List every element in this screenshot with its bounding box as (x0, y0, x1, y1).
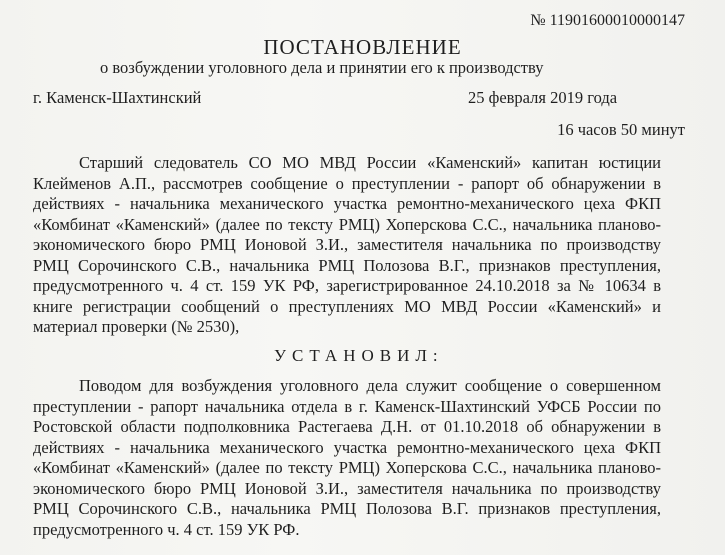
intro-paragraph: Старший следователь СО МО МВД России «Каменский» капитан юстиции Клейменов А.П., рассмотрев сообщение о преступлении - рапорт об обнаружении в действиях - начальника механического участка ремонтно-механического цеха ФКП «Комбинат «Каменский» (далее по тексту РМЦ) Хоперскова С.С., начальника планово-экономического бюро РМЦ Ионовой З.И., заместителя начальника по производству РМЦ Сорочинского С.В., начальника РМЦ Полозова В.Г., признаков преступления, предусмотренного ч. 4 ст. 159 УК РФ, зарегистрированное 24.10.2018 за № 10634 в книге регистрации сообщений о преступлениях МО МВД России «Каменский» и материал проверки (№ 2530), (33, 153, 661, 336)
document-title: ПОСТАНОВЛЕНИЕ (263, 35, 462, 59)
grounds-paragraph: Поводом для возбуждения уголовного дела служит сообщение о совершенном преступлении - рапорт начальника отдела в г. Каменск-Шахтинский УФСБ России по Ростовской области подполковника Растегаева Д.Н. от 01.10.2018 об обнаружении в действиях - начальника механического участка ремонтно-механического цеха ФКП «Комбинат «Каменский» (далее по тексту РМЦ) Хоперскова С.С., начальника планово-экономического бюро РМЦ Ионовой З.И., заместителя начальника по производству РМЦ Сорочинского С.В., начальника РМЦ Полозова В.Г. признаков преступления, предусмотренного ч. 4 ст. 159 УК РФ. (33, 376, 661, 539)
document-subtitle: о возбуждении уголовного дела и принятии его к производству (100, 58, 544, 77)
section-heading: УСТАНОВИЛ: (274, 346, 444, 365)
document-place: г. Каменск-Шахтинский (33, 88, 202, 107)
document-date: 25 февраля 2019 года (468, 88, 618, 107)
case-number: № 11901600010000147 (530, 12, 685, 29)
document-time: 16 часов 50 минут (557, 120, 685, 139)
